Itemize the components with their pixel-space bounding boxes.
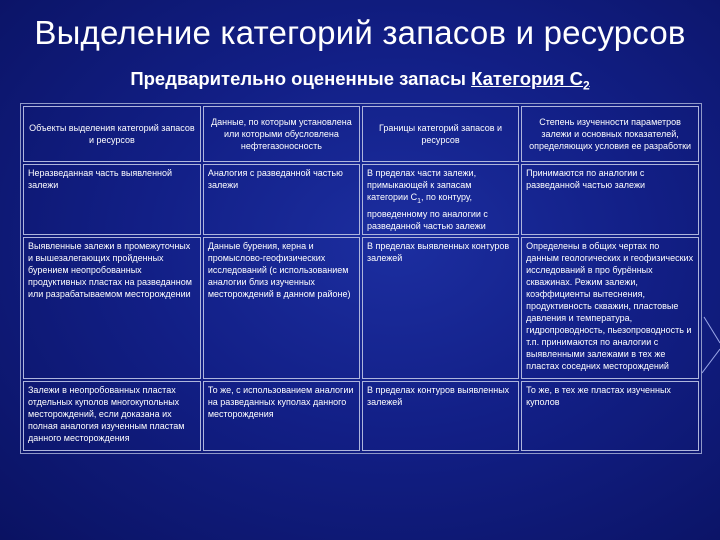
header-data: Данные, по которым установлена или которыми обусловлена нефтегазоносность — [203, 106, 360, 162]
cell-subscript: 1 — [417, 197, 422, 205]
table-row — [23, 164, 699, 235]
slide-subtitle — [0, 68, 720, 93]
table-cell: В пределах выявленных контуров залежей — [362, 237, 519, 379]
subtitle-category-sub: 2 — [582, 78, 590, 93]
cell-text: , по контуру, проведенному по аналогии с разведанной частью залежи — [366, 192, 488, 231]
header-study-degree: Степень изученности параметров залежи и основных показателей, определяющих условия ее разработки — [521, 106, 699, 162]
table-cell: В пределах контуров выявленных залежей — [362, 381, 519, 451]
table-cell: Аналогия с разведанной частью залежи — [203, 164, 360, 235]
subtitle-prefix: Предварительно оцененные запасы — [130, 68, 472, 89]
cell-text: В пределах части залежи, примыкающей к запасам категории С — [366, 168, 477, 202]
table-row — [23, 237, 699, 379]
table-cell — [362, 164, 519, 235]
header-boundaries: Границы категорий запасов и ресурсов — [362, 106, 519, 162]
table-cell: Принимаются по аналогии с разведанной частью залежи — [521, 164, 699, 235]
subtitle-category-text: Категория С — [471, 68, 583, 89]
table-cell: Определены в общих чертах по данным геологических и геофизических исследований в про бурённых скважинах. Режим залежи, коэффициенты вытеснения, продуктивность скважин, пластовые давления и температура, гидропроводность, пьезопроводность и т.п. принимаются по аналогии с выявленными залежами в тех же пластах соседних месторождений — [521, 237, 699, 379]
categories-table-wrap — [20, 103, 702, 454]
categories-table — [20, 103, 702, 454]
decorative-lines — [702, 315, 720, 375]
header-objects: Объекты выделения категорий запасов и ресурсов — [23, 106, 201, 162]
table-cell: Данные бурения, керна и промыслово-геофизических исследований (с использованием аналогии близ изученных месторождений в данном районе) — [203, 237, 360, 379]
table-cell: Выявленные залежи в промежуточных и вышезалегающих пройденных бурением неопробованных продуктивных пластах на разведанном или разрабатываемом месторождении — [23, 237, 201, 379]
table-cell: То же, в тех же пластах изученных куполов — [521, 381, 699, 451]
subtitle-category — [471, 68, 590, 93]
table-cell: Залежи в неопробованных пластах отдельных куполов многокупольных месторождений, если доказана их полная аналогия изученным пластам данного месторождения — [23, 381, 201, 451]
slide-title: Выделение категорий запасов и ресурсов — [34, 14, 686, 51]
table-row — [23, 381, 699, 451]
table-header-row — [23, 106, 699, 162]
table-cell: То же, с использованием аналогии на разведанных куполах данного месторождения — [203, 381, 360, 451]
table-cell: Неразведанная часть выявленной залежи — [23, 164, 201, 235]
